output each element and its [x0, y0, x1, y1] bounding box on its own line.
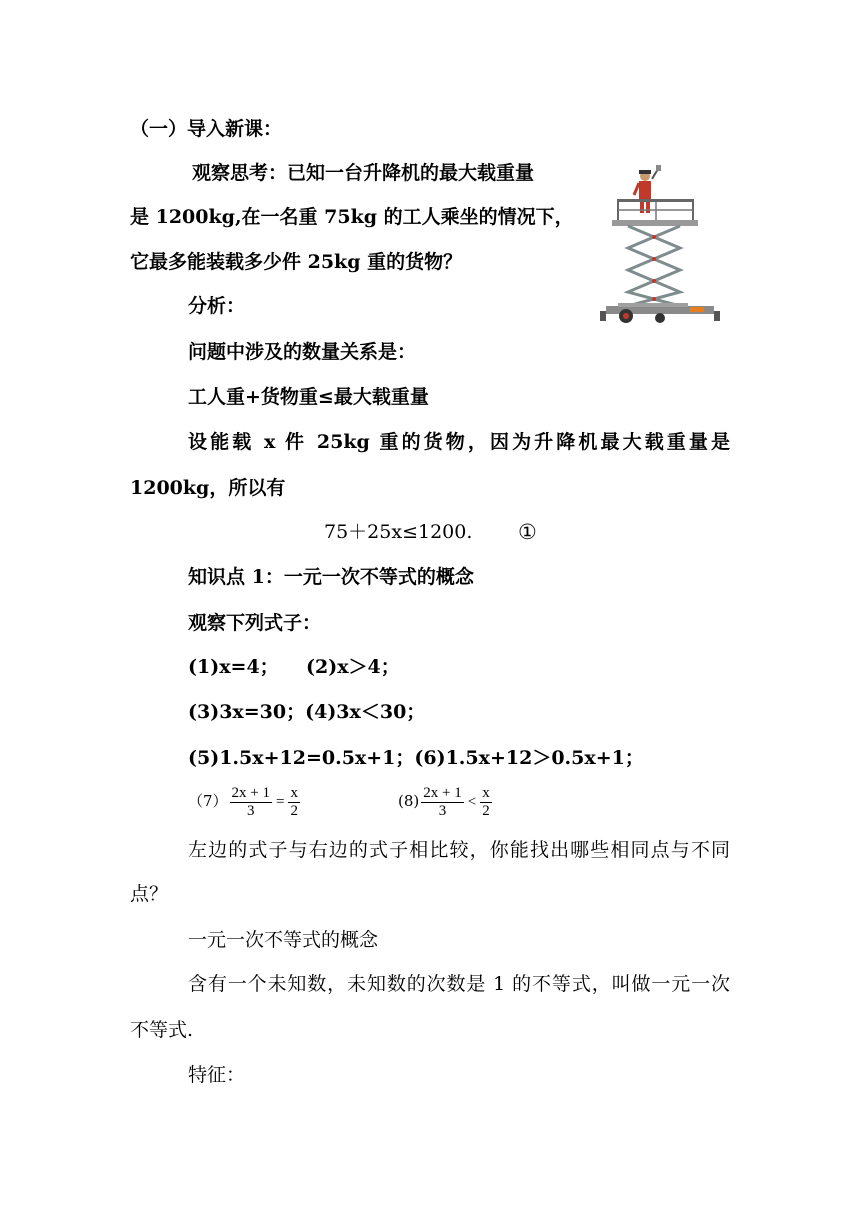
expression-8-rhs-fraction	[480, 785, 492, 820]
expression-8-fraction	[421, 785, 463, 820]
concept-title: 一元一次不等式的概念	[188, 929, 379, 951]
setup-line-1: 设能载 x 件 25kg 重的货物，因为升降机最大载重量是	[188, 431, 730, 453]
expression-7-numerator: 2x + 1	[231, 784, 271, 801]
compare-line-1: 左边的式子与右边的式子相比较，你能找出哪些相同点与不同	[188, 839, 730, 861]
observe-line-2: 是 1200kg,在一名重 75kg 的工人乘坐的情况下，	[130, 206, 574, 228]
inequality-formula: 75＋25x≤1200.	[324, 521, 473, 543]
feature-label: 特征：	[188, 1064, 246, 1086]
observe-line-3: 它最多能装载多少件 25kg 重的货物？	[130, 251, 463, 273]
expression-2: (2)x＞4；	[306, 656, 400, 678]
expression-7-rhs-fraction	[288, 785, 300, 820]
relation-intro: 问题中涉及的数量关系是：	[188, 341, 417, 363]
scissor-lift-worker-illustration	[598, 165, 723, 327]
definition-line-2: 不等式.	[130, 1019, 194, 1041]
expression-8-numerator: 2x + 1	[423, 784, 462, 801]
expression-8-rhs-numerator: x	[482, 784, 490, 801]
relation-formula: 工人重+货物重≤最大载重量	[188, 386, 429, 408]
expression-7-fraction	[230, 785, 272, 820]
definition-line-1: 含有一个未知数，未知数的次数是 1 的不等式，叫做一元一次	[188, 973, 730, 995]
expression-7-label: （7）	[188, 792, 228, 810]
inequality-marker: ①	[518, 520, 537, 544]
expression-7-relation: =	[276, 794, 285, 810]
compare-line-2: 点？	[130, 883, 169, 905]
expression-row-2: (3)3x=30；(4)3x＜30；	[188, 701, 426, 723]
expression-1: (1)x=4；	[188, 656, 279, 678]
expression-7-denominator: 3	[247, 802, 255, 819]
section-heading: （一）导入新课：	[130, 118, 283, 140]
analysis-label: 分析：	[188, 295, 246, 317]
observe-prompt: 观察下列式子：	[188, 612, 322, 634]
expression-8-denominator: 3	[438, 802, 447, 819]
expression-8-label: (8)	[398, 792, 420, 810]
expression-8	[398, 783, 494, 820]
knowledge-title: 知识点 1：一元一次不等式的概念	[188, 566, 474, 588]
expression-7-rhs-denominator: 2	[290, 802, 298, 819]
expression-7	[188, 783, 302, 820]
observe-line-1: 观察思考：已知一台升降机的最大载重量	[192, 162, 535, 184]
expression-row-3: (5)1.5x+12=0.5x+1；(6)1.5x+12＞0.5x+1；	[188, 747, 644, 769]
setup-line-2: 1200kg，所以有	[130, 477, 286, 499]
expression-8-rhs-denominator: 2	[482, 802, 490, 819]
expression-8-relation: <	[467, 794, 477, 810]
expression-7-rhs-numerator: x	[290, 784, 298, 801]
